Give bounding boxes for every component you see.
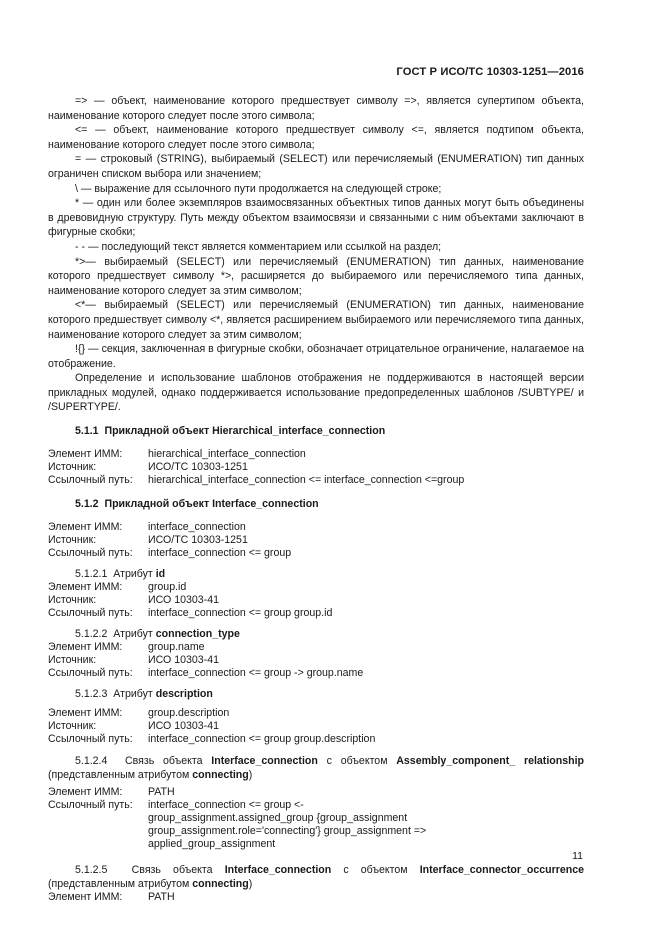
value-element: group.id <box>148 581 187 594</box>
label-source: Источник: <box>48 654 97 667</box>
section-number: 5.1.1 <box>75 425 99 438</box>
label-source: Источник: <box>48 534 97 547</box>
mapping-block-5-1-2-5 <box>48 891 584 904</box>
subsection-heading-5-1-2-4 <box>48 754 584 782</box>
subsection-number: 5.1.2.5 <box>75 864 108 877</box>
value-element: hierarchical_interface_connection <box>148 448 306 461</box>
label-source: Источник: <box>48 594 97 607</box>
mapping-block-5-1-2-2 <box>48 641 584 680</box>
attribute-name: connecting <box>192 769 249 782</box>
entity-name: Interface_connection <box>224 864 332 877</box>
relation-text: (представленным атрибутом <box>48 769 190 782</box>
label-ref-path: Ссылочный путь: <box>48 667 133 680</box>
paragraph-equals: = — строковый (STRING), выбираемый (SELECT) или перечисляемый (ENUMERATION) тип данных ограничен списком выбора или значением; <box>48 153 584 180</box>
paragraph-extension: <*— выбираемый (SELECT) или перечисляемый (ENUMERATION) тип данных, наименование которого предшествует символу <*, является расширением выбираемого или перечисляемого типа данных, наименование которого следует за этим символом; <box>48 299 584 341</box>
paragraph-backslash: \ — выражение для ссылочного пути продолжается на следующей строке; <box>75 182 442 195</box>
attribute-name: connection_type <box>155 628 240 641</box>
section-heading-5-1-1 <box>48 424 584 438</box>
value-element: interface_connection <box>148 521 246 534</box>
subsection-number: 5.1.2.2 <box>75 628 108 641</box>
entity-name: Interface_connector_occurrence <box>419 864 584 877</box>
label-ref-path: Ссылочный путь: <box>48 733 133 746</box>
value-element: PATH <box>148 891 175 904</box>
value-ref-path: interface_connection <= group <box>148 547 292 560</box>
value-source: ИСО 10303-41 <box>148 594 219 607</box>
ref-path-line: applied_group_assignment <box>148 838 276 851</box>
relation-text: Связь объекта <box>131 864 213 877</box>
label-element: Элемент ИММ: <box>48 448 123 461</box>
value-element: group.description <box>148 707 230 720</box>
attribute-name: id <box>155 568 166 581</box>
section-title: Прикладной объект Interface_connection <box>104 498 319 511</box>
paragraph-extends: *>— выбираемый (SELECT) или перечисляемый (ENUMERATION) тип данных, наименование которого предшествует символу *>, расширяется до выбираемого или перечисляемого типа данных, наименование которого следует за этим символом; <box>48 255 584 297</box>
ref-path-line: interface_connection <= group <- <box>148 799 304 812</box>
label-element: Элемент ИММ: <box>48 891 123 904</box>
value-ref-path: interface_connection <= group group.description <box>148 733 376 746</box>
relation-text: ) <box>248 878 253 891</box>
subsection-number: 5.1.2.1 <box>75 568 108 581</box>
attribute-name: description <box>155 688 213 701</box>
label-element: Элемент ИММ: <box>48 641 123 654</box>
mapping-block-5-1-1 <box>48 448 584 487</box>
subsection-prefix: Атрибут <box>113 568 153 581</box>
paragraph-templates: Определение и использование шаблонов отображения не поддерживаются в настоящей версии прикладных модулей, однако поддерживается использование предопределенных шаблонов /SUBTYPE/ и /SUPERTYPE/. <box>48 372 584 414</box>
value-source: ИСО 10303-41 <box>148 720 219 733</box>
subsection-heading-5-1-2-1 <box>48 568 584 581</box>
paragraph-subtype: <= — объект, наименование которого предшествует символу <=, является подтипом объекта, наименование которого следует после этого символа; <box>48 124 584 151</box>
label-source: Источник: <box>48 461 97 474</box>
relation-text: с объектом <box>343 864 408 877</box>
relation-text: (представленным атрибутом <box>48 878 190 891</box>
page-number: 11 <box>572 850 583 862</box>
label-source: Источник: <box>48 720 97 733</box>
ref-path-line: group_assignment.assigned_group {group_assignment <box>148 812 408 825</box>
label-element: Элемент ИММ: <box>48 581 123 594</box>
entity-name: Interface_connection <box>211 755 318 768</box>
value-ref-path: hierarchical_interface_connection <= interface_connection <=group <box>148 474 465 487</box>
value-source: ИСО/ТС 10303-1251 <box>148 534 248 547</box>
mapping-block-5-1-2-1 <box>48 581 584 620</box>
subsection-prefix: Атрибут <box>113 628 153 641</box>
subsection-heading-5-1-2-2 <box>48 628 584 641</box>
entity-name: Assembly_component_ relationship <box>396 755 584 768</box>
relation-text: Связь объекта <box>124 755 203 768</box>
paragraph-asterisk: * — один или более экземпляров взаимосвязанных объектных типов данных могут быть объединены в древовидную структуру. Путь между объектом взаимосвязи и связанными с ним объектами заключают в фигурные скобки; <box>48 197 584 239</box>
label-ref-path: Ссылочный путь: <box>48 607 133 620</box>
value-ref-path <box>148 799 584 851</box>
subsection-number: 5.1.2.4 <box>75 755 108 768</box>
label-ref-path: Ссылочный путь: <box>48 474 133 487</box>
subsection-heading-5-1-2-5 <box>48 863 584 891</box>
label-ref-path: Ссылочный путь: <box>48 799 133 812</box>
value-source: ИСО/ТС 10303-1251 <box>148 461 248 474</box>
subsection-heading-5-1-2-3 <box>48 688 584 701</box>
value-element: group.name <box>148 641 205 654</box>
section-number: 5.1.2 <box>75 498 99 511</box>
paragraph-supertype: => — объект, наименование которого предшествует символу =>, является супертипом объекта, наименование которого следует после этого символа; <box>48 95 584 122</box>
label-element: Элемент ИММ: <box>48 521 123 534</box>
value-ref-path: interface_connection <= group group.id <box>148 607 333 620</box>
value-ref-path: interface_connection <= group -> group.name <box>148 667 364 680</box>
value-element: PATH <box>148 786 175 799</box>
subsection-prefix: Атрибут <box>113 688 153 701</box>
paragraph-negative: !{} — секция, заключенная в фигурные скобки, обозначает отрицательное ограничение, налагаемое на отображение. <box>48 343 584 370</box>
label-element: Элемент ИММ: <box>48 707 123 720</box>
document-body <box>48 94 584 904</box>
value-source: ИСО 10303-41 <box>148 654 219 667</box>
document-header: ГОСТ Р ИСО/ТС 10303-1251—2016 <box>396 66 584 78</box>
relation-text: с объектом <box>326 755 388 768</box>
paragraph-comment: - - — последующий текст является комментарием или ссылкой на раздел; <box>75 240 442 253</box>
section-title: Прикладной объект Hierarchical_interface_connection <box>104 425 386 438</box>
label-ref-path: Ссылочный путь: <box>48 547 133 560</box>
mapping-block-5-1-2-4 <box>48 786 584 851</box>
ref-path-line: group_assignment.role='connecting'} group_assignment => <box>148 825 427 838</box>
relation-text: ) <box>248 769 253 782</box>
attribute-name: connecting <box>192 878 249 891</box>
mapping-block-5-1-2 <box>48 521 584 560</box>
label-element: Элемент ИММ: <box>48 786 123 799</box>
mapping-block-5-1-2-3 <box>48 707 584 746</box>
subsection-number: 5.1.2.3 <box>75 688 108 701</box>
section-heading-5-1-2 <box>48 497 584 511</box>
